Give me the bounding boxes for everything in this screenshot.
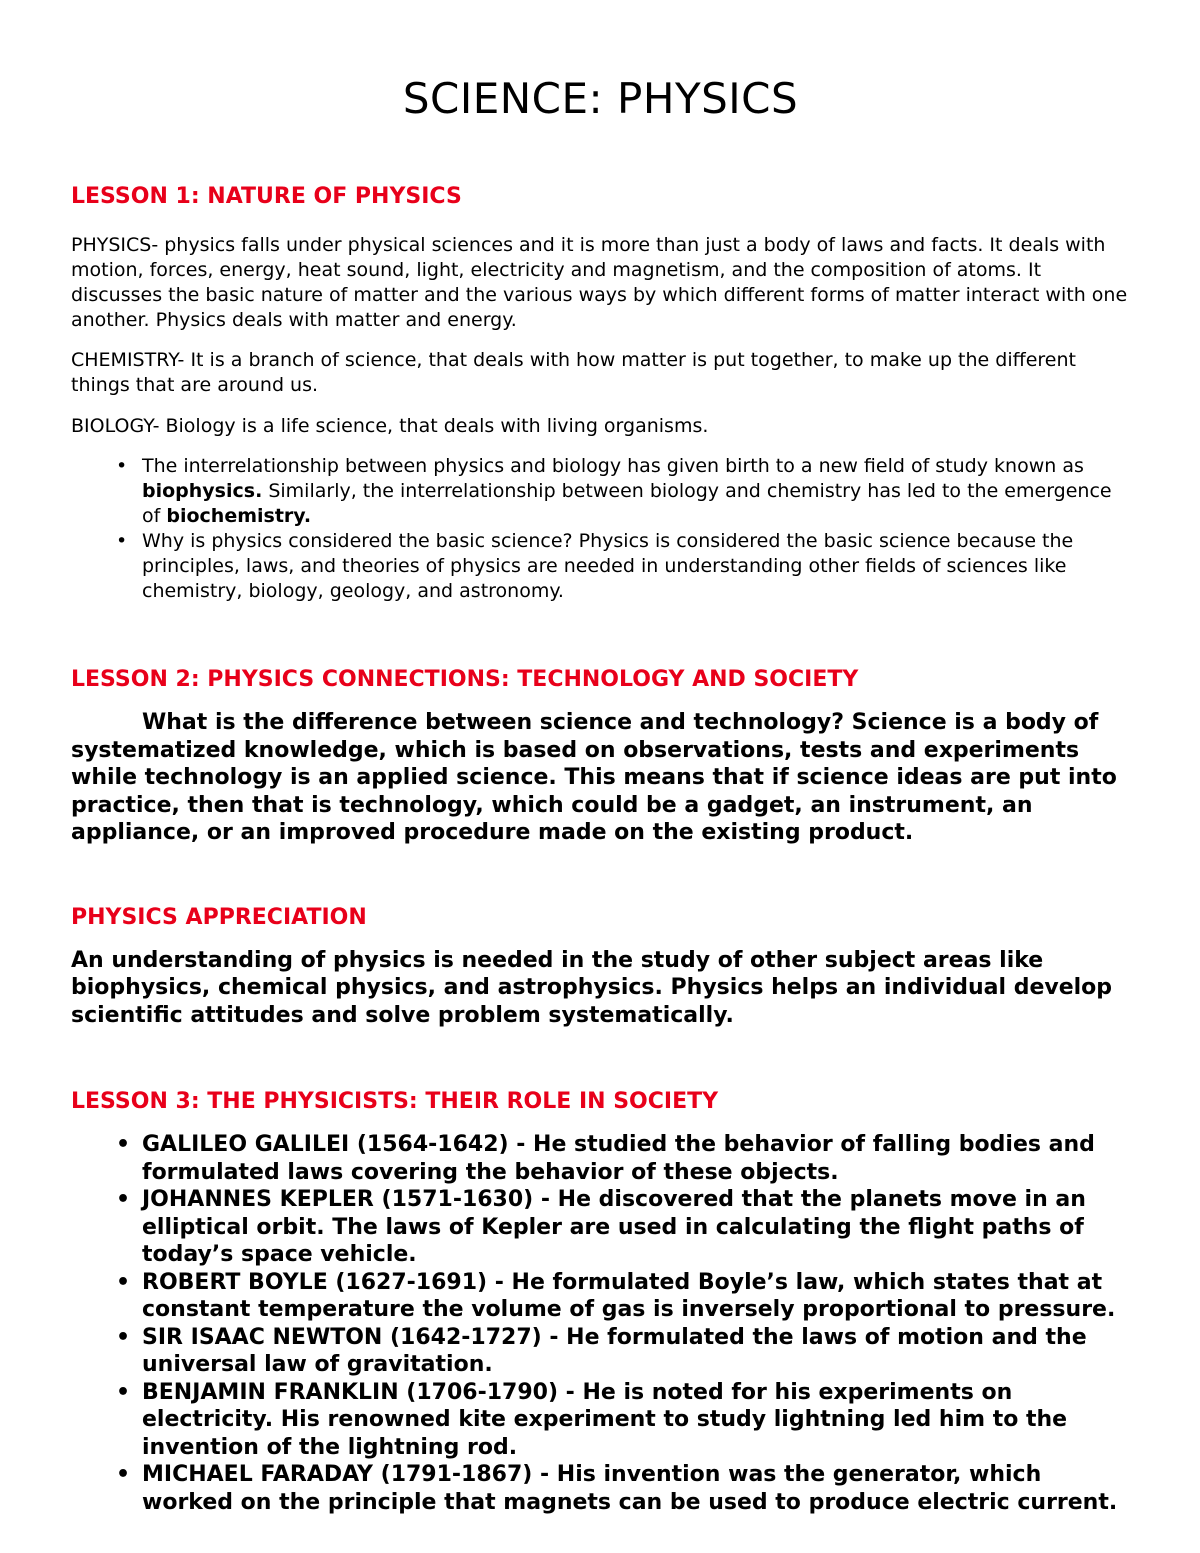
list-item <box>71 454 1130 529</box>
bullet-icon: • <box>116 1187 131 1212</box>
bullet-text-part: The interrelationship between physics and biology has given birth to a new field of study known as <box>142 455 1084 477</box>
bullet-icon: • <box>116 1269 131 1295</box>
bullet-icon: • <box>116 1132 131 1157</box>
bullet-text: Why is physics considered the basic science? Physics is considered the basic science because the principles, laws, and theories of physics are needed in understanding other fields of sciences like chemistry, biology, geology, and astronomy. <box>142 530 1074 602</box>
appreciation-heading: PHYSICS APPRECIATION <box>71 904 367 930</box>
physicist-entry: ROBERT BOYLE (1627-1691) - He formulated Boyle’s law, which states that at constant temperature the volume of gas is inversely proportional to pressure. <box>142 1269 1116 1322</box>
physicist-entry: SIR ISAAC NEWTON (1642-1727) - He formulated the laws of motion and the universal law of gravitation. <box>142 1324 1087 1377</box>
biophysics-term: biophysics. <box>142 480 263 502</box>
physics-definition: PHYSICS- physics falls under physical sciences and it is more than just a body of laws and facts. It deals with motion, forces, energy, heat sound, light, electricity and magnetism, and the composition of atoms. It discusses the basic nature of matter and the various ways by which different forms of matter interact with one another. Physics deals with matter and energy. <box>71 234 1128 331</box>
bullet-text-part: Similarly, the interrelationship between biology and chemistry has led to the emergence of <box>142 480 1112 527</box>
list-item <box>71 1269 1130 1324</box>
physicist-entry: GALILEO GALILEI (1564-1642) - He studied the behavior of falling bodies and formulated laws covering the behavior of these objects. <box>142 1132 1095 1185</box>
biology-definition: BIOLOGY- Biology is a life science, that deals with living organisms. <box>71 415 709 437</box>
lesson-1-heading: LESSON 1: NATURE OF PHYSICS <box>71 184 462 209</box>
lesson-1-bullet-list <box>71 454 1130 604</box>
physicists-list <box>71 1131 1130 1516</box>
list-item <box>71 1379 1130 1462</box>
chemistry-definition: CHEMISTRY- It is a branch of science, that deals with how matter is put together, to make up the different things that are around us. <box>71 349 1076 396</box>
lesson-3-heading: LESSON 3: THE PHYSICISTS: THEIR ROLE IN SOCIETY <box>71 1089 719 1114</box>
list-item <box>71 1324 1130 1379</box>
document-title: SCIENCE: PHYSICS <box>402 74 799 123</box>
lesson-2-heading: LESSON 2: PHYSICS CONNECTIONS: TECHNOLOGY AND SOCIETY <box>71 667 859 692</box>
bullet-icon: • <box>116 530 128 552</box>
bullet-icon: • <box>116 455 128 477</box>
list-item <box>71 529 1130 604</box>
bullet-icon: • <box>116 1379 131 1405</box>
bullet-icon: • <box>116 1462 131 1487</box>
bullet-icon: • <box>116 1324 131 1350</box>
list-item <box>71 1461 1130 1516</box>
biochemistry-term: biochemistry. <box>166 505 312 527</box>
physicist-entry: MICHAEL FARADAY (1791-1867) - His invention was the generator, which worked on the principle that magnets can be used to produce electric current. <box>142 1462 1118 1515</box>
physicist-entry: BENJAMIN FRANKLIN (1706-1790) - He is noted for his experiments on electricity. His renowned kite experiment to study lightning led him to the invention of the lightning rod. <box>142 1379 1068 1460</box>
appreciation-paragraph: An understanding of physics is needed in the study of other subject areas like biophysics, chemical physics, and astrophysics. Physics helps an individual develop scientific attitudes and solve problem systematically. <box>71 947 1113 1028</box>
list-item <box>71 1186 1130 1269</box>
list-item <box>71 1131 1130 1186</box>
physicist-entry: JOHANNES KEPLER (1571-1630) - He discovered that the planets move in an elliptical orbit. The laws of Kepler are used in calculating the flight paths of today’s space vehicle. <box>142 1187 1086 1267</box>
lesson-2-paragraph: What is the difference between science and technology? Science is a body of systematized knowledge, which is based on observations, tests and experiments while technology is an applied science. This means that if science ideas are put into practice, then that is technology, which could be a gadget, an instrument, an appliance, or an improved procedure made on the existing product. <box>71 710 1117 845</box>
